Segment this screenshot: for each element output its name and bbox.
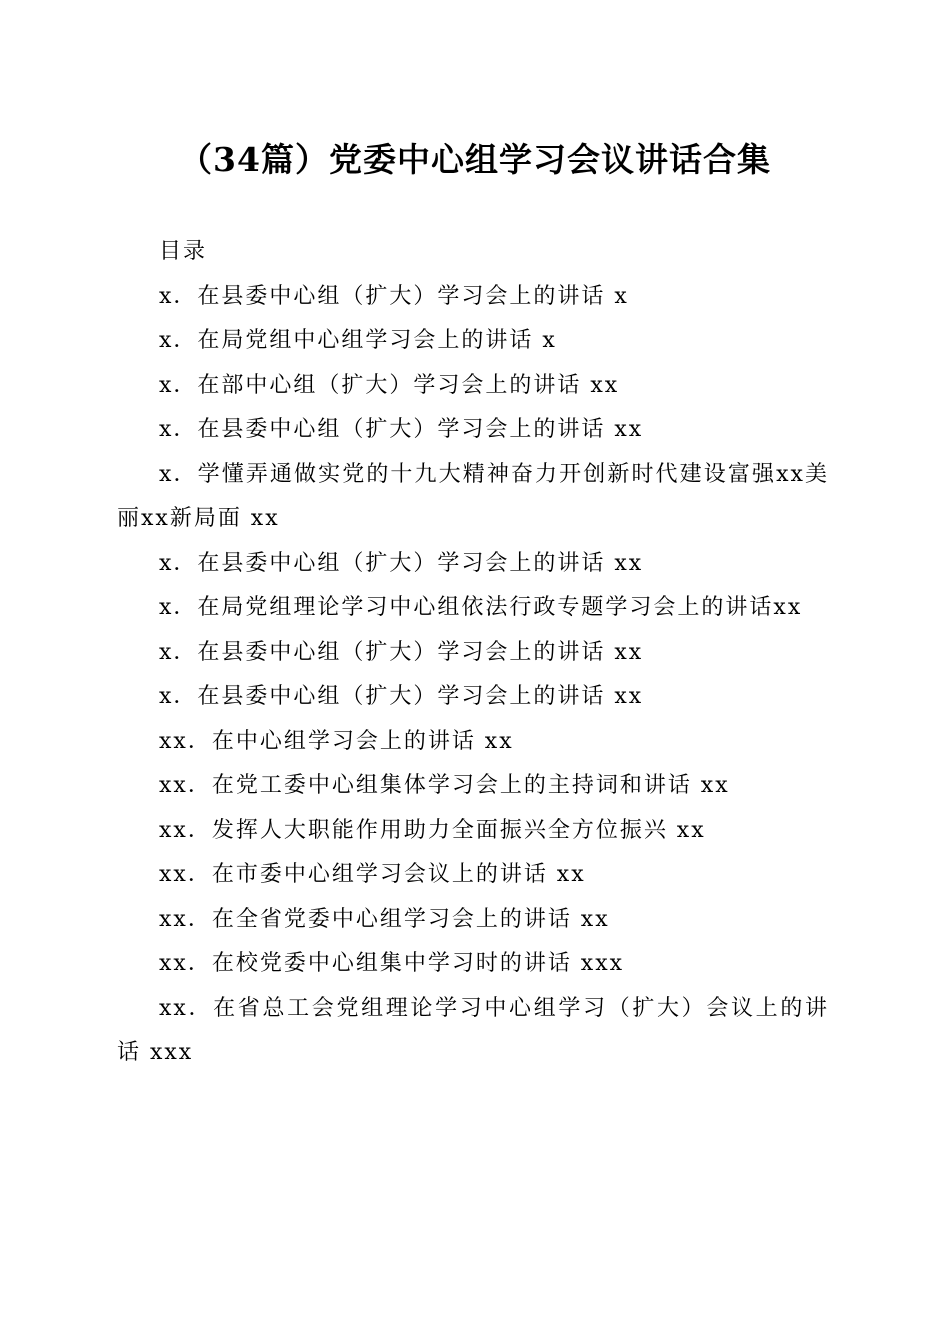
document-title: （34篇）党委中心组学习会议讲话合集 bbox=[179, 140, 771, 179]
toc-heading: 目录 bbox=[159, 239, 208, 264]
toc-item: x．在局党组理论学习中心组依法行政专题学习会上的讲话xx bbox=[159, 595, 803, 620]
toc-item: x．在县委中心组（扩大）学习会上的讲话 xx bbox=[159, 550, 644, 576]
toc-item: xx．在省总工会党组理论学习中心组学习（扩大）会议上的讲话 xxx bbox=[117, 995, 829, 1065]
toc-item: xx．发挥人大职能作用助力全面振兴全方位振兴 xx bbox=[159, 817, 706, 843]
toc-item: x．在部中心组（扩大）学习会上的讲话 xx bbox=[159, 372, 620, 398]
toc-item: xx．在市委中心组学习会议上的讲话 xx bbox=[159, 862, 586, 887]
toc-item: x．在县委中心组（扩大）学习会上的讲话 x bbox=[159, 283, 629, 309]
toc-item: xx．在校党委中心组集中学习时的讲话 xxx bbox=[159, 951, 625, 976]
toc-item: x．在县委中心组（扩大）学习会上的讲话 xx bbox=[159, 684, 644, 709]
toc-item: xx．在党工委中心组集体学习会上的主持词和讲话 xx bbox=[159, 773, 730, 798]
toc-item: x．学懂弄通做实党的十九大精神奋力开创新时代建设富强xx美丽xx新局面 xx bbox=[117, 461, 829, 531]
table-of-contents bbox=[117, 230, 829, 1076]
toc-item: x．在局党组中心组学习会上的讲话 x bbox=[159, 328, 557, 353]
toc-item: xx．在全省党委中心组学习会上的讲话 xx bbox=[159, 906, 610, 932]
toc-item: x．在县委中心组（扩大）学习会上的讲话 xx bbox=[159, 417, 644, 442]
toc-item: xx．在中心组学习会上的讲话 xx bbox=[159, 728, 514, 754]
toc-item: x．在县委中心组（扩大）学习会上的讲话 xx bbox=[159, 639, 644, 665]
